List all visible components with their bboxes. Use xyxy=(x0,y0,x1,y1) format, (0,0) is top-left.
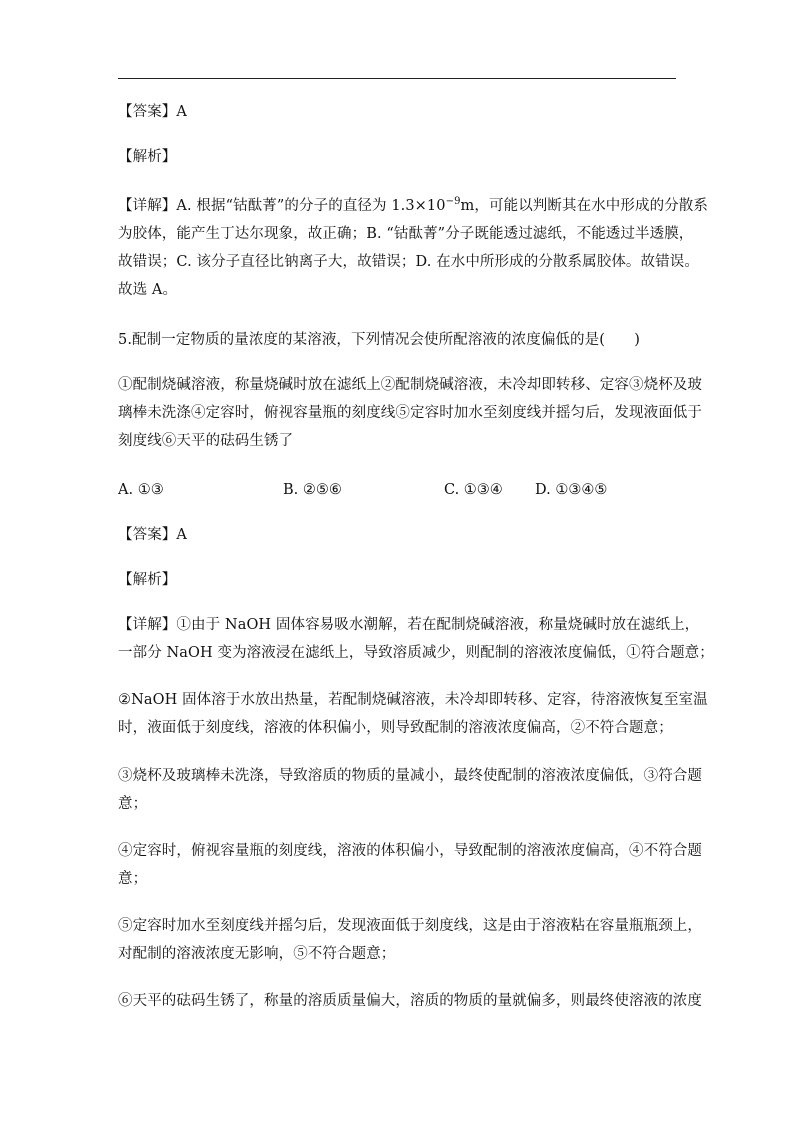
option-b: B. ②⑤⑥ xyxy=(283,482,342,498)
q4-detail-paragraph: 【详解】A. 根据“钴酞菁”的分子的直径为 $1.3\times 10^{-9}m$，可能以判断其在水中形成的分散系 为胶体，能产生丁达尔现象，故正确；B. “钴酞菁”分子既能透过滤纸，不能透过半透膜， 故错误；C. 该分子直径比钠离子大，故错误；D. 在水中所形成的分散系属胶体。故错误。 故选 A。 xyxy=(118,196,708,298)
q5-detail-paragraph-6: ⑥天平的砝码生锈了，称量的溶质质量偏大，溶质的物质的量就偏多，则最终使溶液的浓度 xyxy=(118,993,702,1009)
q5-detail-paragraph-2: ②NaOH 固体溶于水放出热量，若配制烧碱溶液，未冷却即转移、定容，待溶液恢复至室温 时，液面低于刻度线，溶液的体积偏小，则导致配制的溶液浓度偏高，②不符合题意； xyxy=(118,692,708,736)
header-rule xyxy=(118,78,676,79)
q5-detail-paragraph-3: ③烧杯及玻璃棒未洗涤，导致溶质的物质的量减小，最终使配制的溶液浓度偏低，③符合题 意； xyxy=(118,768,702,812)
question-stem: 5.配制一定物质的量浓度的某溶液，下列情况会使所配溶液的浓度偏低的是( ) xyxy=(118,332,640,348)
answer-label: 【答案】A xyxy=(118,527,187,543)
q5-detail-paragraph-1: 【详解】①由于 NaOH 固体容易吸水潮解，若在配制烧碱溶液，称量烧碱时放在滤纸上， 一部分 NaOH 变为溶液浸在滤纸上，导致溶质减少，则配制的溶液浓度偏低，①符合题意； xyxy=(118,617,714,661)
analysis-label: 【解析】 xyxy=(118,149,177,165)
answer-label: 【答案】A xyxy=(118,104,187,120)
option-a: A. ①③ xyxy=(118,482,164,498)
q5-detail-paragraph-4: ④定容时，俯视容量瓶的刻度线，溶液的体积偏小，导致配制的溶液浓度偏高，④不符合题 意； xyxy=(118,843,702,887)
analysis-label: 【解析】 xyxy=(118,572,177,588)
option-d: D. ①③④⑤ xyxy=(535,482,608,498)
q5-detail-paragraph-5: ⑤定容时加水至刻度线并摇匀后，发现液面低于刻度线，这是由于溶液粘在容量瓶瓶颈上， 对配制的溶液浓度无影响，⑤不符合题意； xyxy=(118,918,702,962)
option-c: C. ①③④ xyxy=(444,482,503,498)
question-items: ①配制烧碱溶液，称量烧碱时放在滤纸上②配制烧碱溶液，未冷却即转移、定容③烧杯及玻 璃棒未洗涤④定容时，俯视容量瓶的刻度线⑤定容时加水至刻度线并摇匀后，发现液面低于 刻度线⑥天平的砝码生锈了 xyxy=(118,377,702,449)
